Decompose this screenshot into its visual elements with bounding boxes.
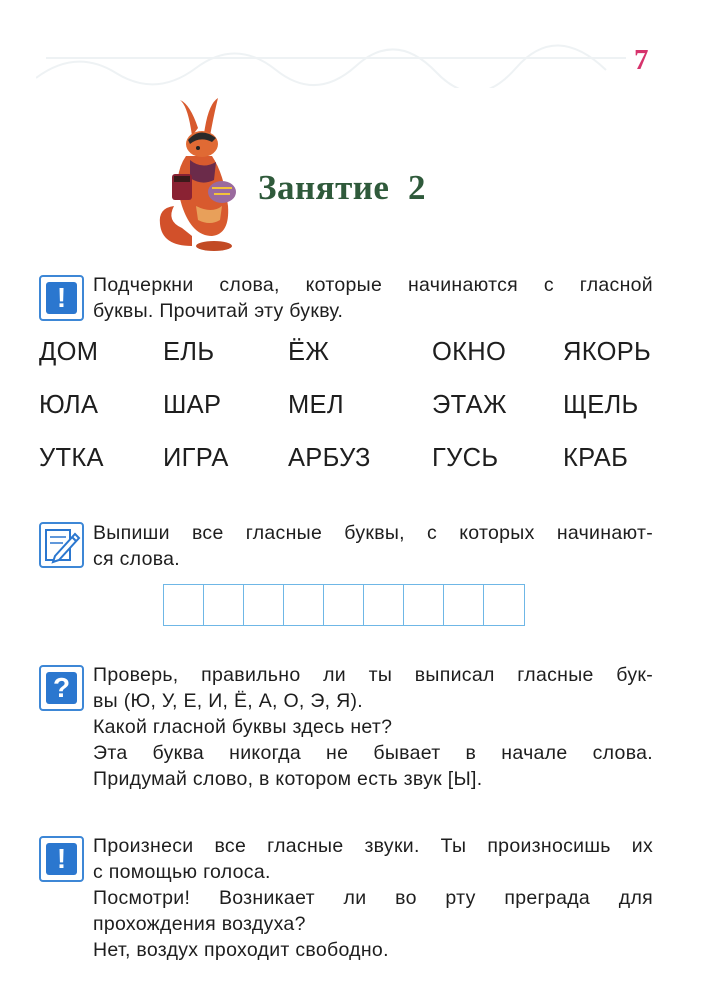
task4-line: с помощью голоса. (93, 861, 271, 883)
word-item[interactable]: ОКНО (432, 338, 507, 366)
answer-cells (163, 584, 525, 626)
attention-icon-box (39, 836, 84, 882)
word-item[interactable]: ДОМ (39, 338, 99, 366)
task2-instructions (93, 520, 653, 572)
question-mark-icon: ? (46, 672, 77, 704)
word-row (0, 391, 710, 431)
answer-cell[interactable] (204, 585, 244, 625)
task3-line: Какой гласной буквы здесь нет? (93, 716, 393, 738)
task1-line: Подчеркни слова, которые начинаются с гласной (93, 274, 653, 296)
attention-icon-box (39, 275, 84, 321)
word-item[interactable]: ЯКОРЬ (563, 338, 652, 366)
word-item[interactable]: ИГРА (163, 444, 229, 472)
answer-cell[interactable] (444, 585, 484, 625)
task2-line: Выпиши все гласные буквы, с которых начинают- (93, 522, 653, 544)
word-row (0, 338, 710, 378)
word-item[interactable]: ЕЛЬ (163, 338, 215, 366)
task3-line: Проверь, правильно ли ты выписал гласные бук- (93, 664, 653, 686)
question-icon-box (39, 665, 84, 711)
exclamation-icon: ! (46, 282, 77, 314)
answer-cell[interactable] (324, 585, 364, 625)
task1-instructions (93, 272, 653, 324)
task3-instructions (93, 662, 653, 792)
answer-cell[interactable] (244, 585, 284, 625)
task3-line: вы (Ю, У, Е, И, Ё, А, О, Э, Я). (93, 690, 363, 712)
answer-cell[interactable] (164, 585, 204, 625)
decorative-handwriting-guides (36, 38, 626, 88)
word-item[interactable]: МЕЛ (288, 391, 344, 419)
task2-line: ся слова. (93, 548, 181, 570)
task4-line: Нет, воздух проходит свободно. (93, 939, 389, 961)
word-item[interactable]: АРБУЗ (288, 444, 371, 472)
word-item[interactable]: ЁЖ (288, 338, 330, 366)
word-item[interactable]: ШАР (163, 391, 222, 419)
task3-line: Эта буква никогда не бывает в начале слова. (93, 742, 653, 764)
lesson-title: Занятие 2 (258, 168, 426, 207)
word-row (0, 444, 710, 484)
answer-cell[interactable] (364, 585, 404, 625)
answer-cell[interactable] (484, 585, 524, 625)
page-number: 7 (634, 44, 649, 76)
exclamation-icon: ! (46, 843, 77, 875)
task3-line: Придумай слово, в котором есть звук [Ы]. (93, 768, 483, 790)
task4-line: Посмотри! Возникает ли во рту преграда для (93, 887, 653, 909)
task4-line: Произнеси все гласные звуки. Ты произносишь их (93, 835, 653, 857)
pencil-notepad-icon (41, 524, 82, 566)
word-item[interactable]: ЭТАЖ (432, 391, 507, 419)
answer-cell[interactable] (404, 585, 444, 625)
task4-line: прохождения воздуха? (93, 913, 306, 935)
word-item[interactable]: ГУСЬ (432, 444, 499, 472)
word-item[interactable]: ЮЛА (39, 391, 99, 419)
word-item[interactable]: ЩЕЛЬ (563, 391, 639, 419)
answer-cell[interactable] (284, 585, 324, 625)
write-icon-box (39, 522, 84, 568)
task1-line: буквы. Прочитай эту букву. (93, 300, 344, 322)
kangaroo-mascot-illustration (152, 96, 248, 254)
word-item[interactable]: УТКА (39, 444, 104, 472)
task4-instructions (93, 833, 653, 963)
word-item[interactable]: КРАБ (563, 444, 629, 472)
